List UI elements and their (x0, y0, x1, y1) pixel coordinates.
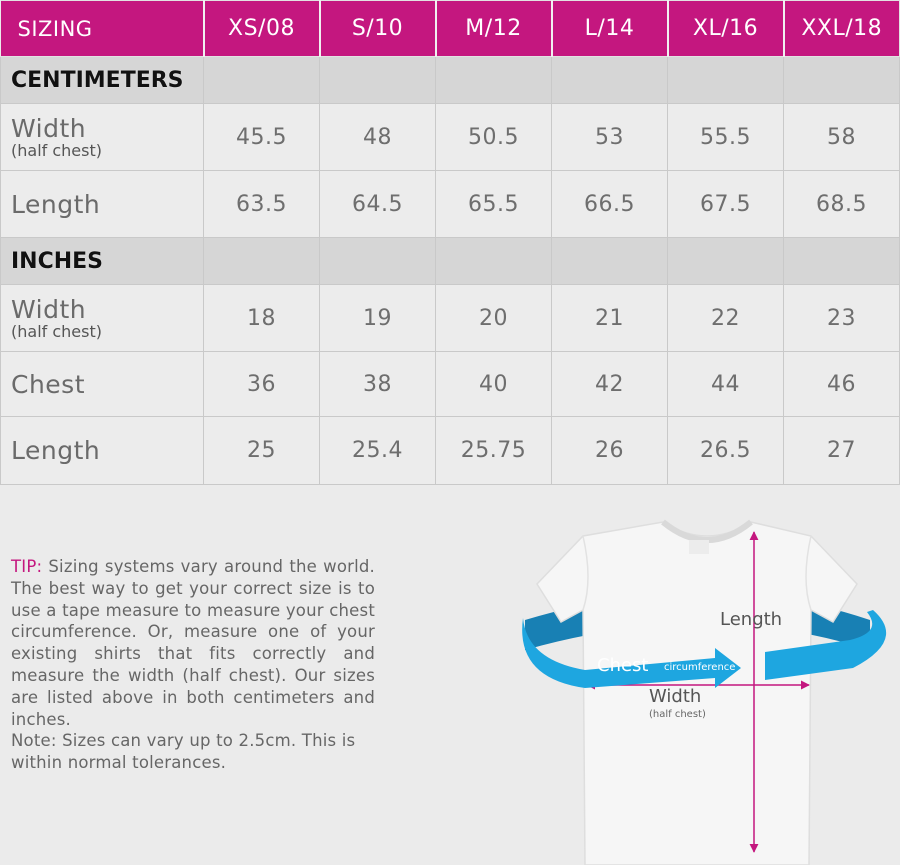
table-cell: 48 (320, 104, 436, 171)
table-cell: 63.5 (204, 171, 320, 238)
row-label: Width (half chest) (1, 285, 204, 352)
table-cell: 27 (784, 417, 900, 485)
size-header-m: M/12 (436, 1, 552, 57)
table-cell: 46 (784, 352, 900, 417)
size-header-xl: XL/16 (668, 1, 784, 57)
table-cell: 19 (320, 285, 436, 352)
table-cell: 45.5 (204, 104, 320, 171)
table-cell: 22 (668, 285, 784, 352)
table-cell: 25.4 (320, 417, 436, 485)
table-cell: 66.5 (552, 171, 668, 238)
sizing-header: SIZING (1, 1, 204, 57)
tip-note: Note: Sizes can vary up to 2.5cm. This is within normal tolerances. (11, 731, 356, 773)
sizing-tip (11, 556, 375, 774)
size-header-xs: XS/08 (204, 1, 320, 57)
size-header-s: S/10 (320, 1, 436, 57)
table-row (1, 104, 900, 171)
table-cell: 40 (436, 352, 552, 417)
chest-label: Chest (597, 655, 649, 676)
section-row-inches (1, 238, 900, 285)
tshirt-icon (515, 510, 900, 865)
tip-text: Sizing systems vary around the world. The best way to get your correct size is to use a tape measure to measure your chest circumference. Or, measure one of your existing shirts that fits correctly and measure the width (half chest). Our sizes are listed above in both centimeters and inches. (11, 557, 375, 729)
row-label: Length (1, 171, 204, 238)
tshirt-measure-illustration (515, 510, 900, 865)
table-cell: 25.75 (436, 417, 552, 485)
table-row (1, 171, 900, 238)
row-label: Chest (1, 352, 204, 417)
table-cell: 42 (552, 352, 668, 417)
size-header-l: L/14 (552, 1, 668, 57)
table-cell: 58 (784, 104, 900, 171)
table-cell: 55.5 (668, 104, 784, 171)
width-label: Width (649, 686, 702, 707)
section-title: INCHES (1, 238, 204, 285)
table-row (1, 352, 900, 417)
table-cell: 68.5 (784, 171, 900, 238)
table-cell: 26 (552, 417, 668, 485)
section-title: CENTIMETERS (1, 57, 204, 104)
length-label: Length (720, 609, 783, 630)
table-cell: 36 (204, 352, 320, 417)
row-label: Width (half chest) (1, 104, 204, 171)
row-label: Length (1, 417, 204, 485)
table-cell: 26.5 (668, 417, 784, 485)
table-cell: 50.5 (436, 104, 552, 171)
chest-sub-label: circumference (664, 662, 736, 673)
width-sub-label: (half chest) (649, 709, 706, 720)
tip-label: TIP: (11, 557, 43, 576)
table-cell: 21 (552, 285, 668, 352)
table-cell: 38 (320, 352, 436, 417)
table-cell: 20 (436, 285, 552, 352)
table-cell: 53 (552, 104, 668, 171)
table-cell: 18 (204, 285, 320, 352)
section-row-centimeters (1, 57, 900, 104)
size-header-row (1, 1, 900, 57)
table-row (1, 417, 900, 485)
table-cell: 65.5 (436, 171, 552, 238)
table-cell: 64.5 (320, 171, 436, 238)
table-cell: 67.5 (668, 171, 784, 238)
size-header-xxl: XXL/18 (784, 1, 900, 57)
table-cell: 25 (204, 417, 320, 485)
table-cell: 44 (668, 352, 784, 417)
table-row (1, 285, 900, 352)
table-cell: 23 (784, 285, 900, 352)
